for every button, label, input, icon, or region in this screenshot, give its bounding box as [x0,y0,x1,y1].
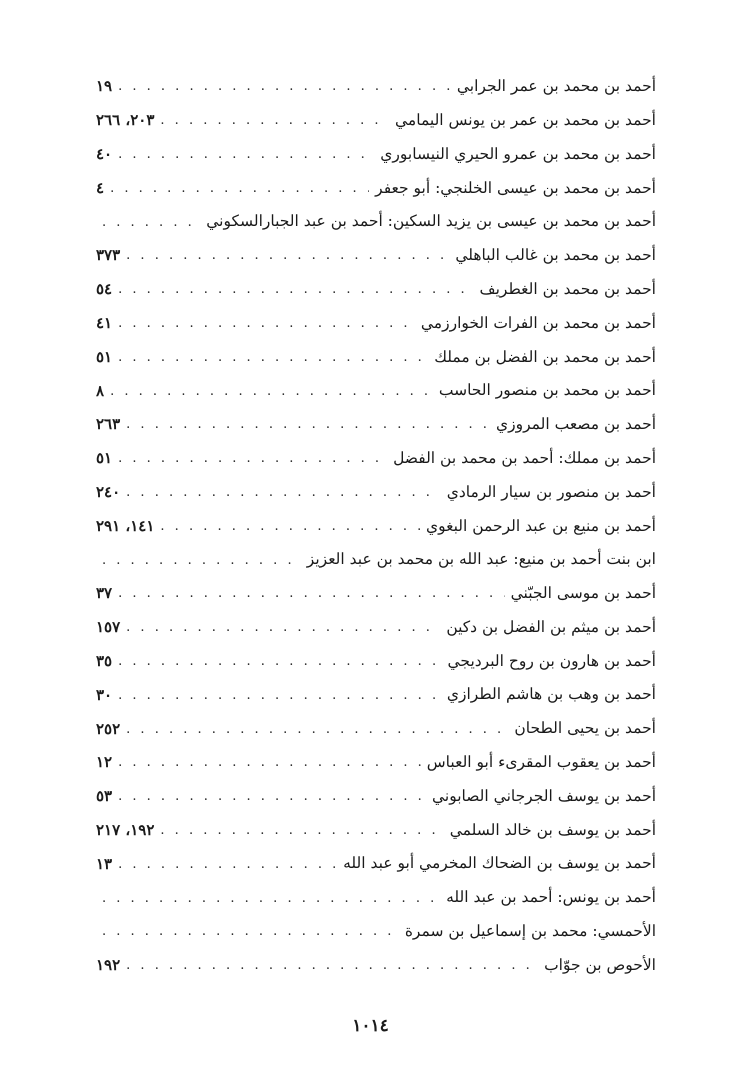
index-entry [96,915,656,949]
entry-pages: ٥١ [96,449,113,468]
entry-pages: ١٢ [96,753,113,772]
entry-name: أحمد بن وهب بن هاشم الطرازي [446,685,656,704]
entry-pages: ٤١ [96,313,113,332]
entry-name: أحمد بن مملك: أحمد بن محمد بن الفضل [393,448,656,467]
entry-pages: ٣٥ [96,651,113,670]
index-entry [96,780,656,814]
entry-pages: ٢٥٢ [96,719,121,738]
entry-pages: ٣٧ [96,584,113,603]
entry-name: أحمد بن محمد بن عمر الجرابي [456,77,656,96]
entry-pages: ٢٦٣ [96,415,121,434]
index-entry [96,712,656,746]
dot-leader [126,418,490,431]
dot-leader [118,587,504,600]
index-entry [96,205,656,239]
entry-name: أحمد بن يونس: أحمد بن عبد الله [446,888,656,907]
dot-leader [118,148,374,161]
index-entry [96,814,656,848]
dot-leader [102,892,440,905]
entry-pages: ١٤١، ٢٩١ [96,516,155,535]
entry-pages: ٥١ [96,347,113,366]
entry-name: أحمد بن ميثم بن الفضل بن دكين [446,617,656,636]
entry-name: أحمد بن منيع بن عبد الرحمن البغوي [426,516,656,535]
dot-leader [110,385,433,398]
entry-name: أحمد بن محمد بن عمرو الحيري النيسابوري [380,144,656,163]
index-entries [96,70,656,983]
entry-pages: ١٩ [96,77,113,96]
entry-pages: ١٣ [96,854,113,873]
entry-pages: ١٥٧ [96,618,121,637]
entry-pages: ٤٠ [96,144,113,163]
index-entry [96,577,656,611]
entry-name: أحمد بن محمد بن منصور الحاسب [438,381,656,400]
index-entry [96,949,656,983]
index-entry [96,847,656,881]
index-entry [96,645,656,679]
entry-name: أحمد بن محمد بن عيسى بن يزيد السكين: أحمد بن عبد الجبارالسكوني [206,212,656,231]
index-entry [96,543,656,577]
index-entry [96,476,656,510]
index-entry [96,70,656,104]
dot-leader [126,723,508,736]
dot-leader [110,182,369,195]
dot-leader [118,756,421,769]
entry-pages: ٨ [96,381,105,400]
index-entry [96,307,656,341]
dot-leader [118,689,441,702]
index-entry [96,509,656,543]
dot-leader [160,520,420,533]
index-entry [96,340,656,374]
dot-leader [102,925,399,938]
dot-leader [118,858,337,871]
dot-leader [126,249,449,262]
entry-name: أحمد بن محمد بن غالب الباهلي [455,246,656,265]
entry-name: أحمد بن محمد بن عمر بن يونس اليمامي [395,110,656,129]
dot-leader [160,824,443,837]
entry-name: أحمد بن محمد بن الفرات الخوارزمي [420,313,656,332]
entry-name: أحمد بن يعقوب المقرىء أبو العباس [426,753,656,772]
entry-name: أحمد بن يوسف بن الضحاك المخرمي أبو عبد الله [343,854,656,873]
index-entry [96,611,656,645]
entry-pages: ٢٠٣، ٢٦٦ [96,111,155,130]
entry-name: أحمد بن موسى الجبّني [510,584,656,603]
entry-name: أحمد بن هارون بن روح البرديجي [447,651,656,670]
index-entry [96,171,656,205]
page-number: ١٠١٤ [352,1016,389,1036]
index-entry [96,374,656,408]
entry-name: أحمد بن محمد بن الفضل بن مملك [434,347,656,366]
dot-leader [160,114,389,127]
index-entry [96,881,656,915]
dot-leader [118,317,415,330]
entry-pages: ٢٤٠ [96,482,121,501]
index-entry [96,138,656,172]
dot-leader [118,80,451,93]
entry-name: أحمد بن يوسف بن خالد السلمي [449,820,656,839]
dot-leader [118,452,387,465]
dot-leader [102,216,200,229]
index-entry [96,746,656,780]
dot-leader [118,655,441,668]
index-entry [96,442,656,476]
index-entry [96,239,656,273]
entry-name: أحمد بن يوسف الجرجاني الصابوني [431,786,656,805]
dot-leader [102,554,301,567]
entry-name: أحمد بن محمد بن الغطريف [479,279,656,298]
index-entry [96,273,656,307]
entry-pages: ١٩٢ [96,956,121,975]
entry-pages: ٥٣ [96,787,113,806]
entry-pages: ٥٤ [96,280,113,299]
entry-name: ابن بنت أحمد بن منيع: عبد الله بن محمد بن عبد العزيز [306,550,656,569]
dot-leader [118,283,473,296]
dot-leader [126,621,440,634]
entry-name: الأحوص بن جوّاب [544,955,656,974]
dot-leader [126,959,538,972]
entry-name: أحمد بن مصعب المروزي [496,415,656,434]
entry-name: أحمد بن منصور بن سيار الرمادي [446,482,656,501]
index-entry [96,104,656,138]
dot-leader [126,486,441,499]
entry-name: الأحمسي: محمد بن إسماعيل بن سمرة [404,922,656,941]
entry-pages: ٤ [96,178,105,197]
entry-pages: ١٩٢، ٢١٧ [96,820,155,839]
entry-name: أحمد بن يحيى الطحان [514,719,656,738]
dot-leader [118,790,426,803]
index-entry [96,678,656,712]
entry-name: أحمد بن محمد بن عيسى الخلنجي: أبو جعفر [375,178,656,197]
dot-leader [118,351,428,364]
entry-pages: ٣٠ [96,685,113,704]
entry-pages: ٣٧٣ [96,246,121,265]
index-entry [96,408,656,442]
